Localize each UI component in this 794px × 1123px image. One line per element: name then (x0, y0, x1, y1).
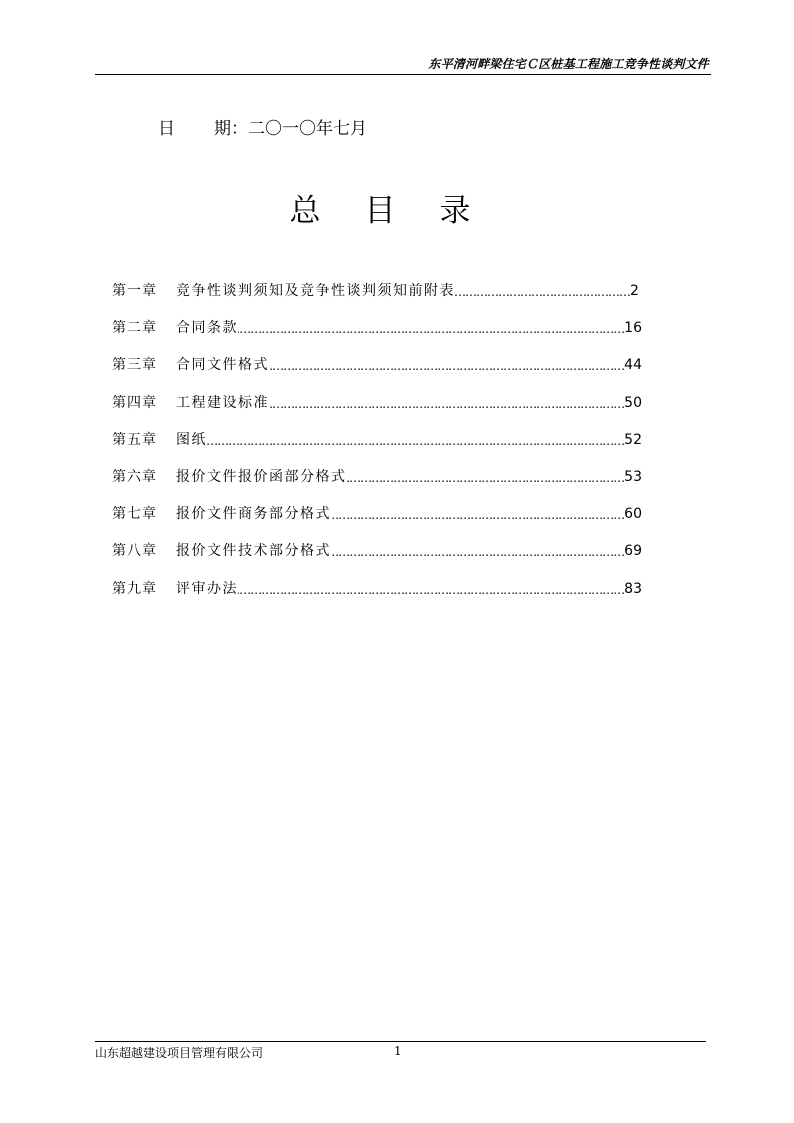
toc-row-chapter-3[interactable] (112, 354, 642, 391)
toc-dot-leader (347, 466, 625, 488)
footer-page-number: 1 (394, 1044, 402, 1058)
toc-page-number: 53 (624, 468, 642, 485)
toc-chapter-name: 图纸 (176, 431, 207, 448)
toc-dot-leader (455, 280, 630, 302)
toc-row-chapter-7[interactable] (112, 503, 642, 540)
toc-page-number: 16 (624, 320, 642, 337)
toc-chapter-name: 工程建设标准 (176, 394, 269, 411)
toc-chapter-label: 第五章 (112, 431, 157, 448)
date-value: 二〇一〇年七月 (248, 119, 367, 139)
toc-page-number: 52 (624, 431, 642, 448)
toc-dot-leader (269, 354, 624, 376)
toc-page-number: 69 (624, 543, 642, 560)
toc-chapter-label: 第二章 (112, 320, 157, 337)
toc-page-number: 60 (624, 506, 642, 523)
table-of-contents (112, 280, 642, 615)
page-header (95, 52, 711, 75)
toc-page-number: 2 (630, 283, 639, 299)
toc-chapter-label: 第六章 (112, 468, 157, 485)
date-label-part-1: 日 (158, 119, 175, 139)
toc-chapter-label: 第七章 (112, 506, 157, 523)
toc-row-chapter-6[interactable] (112, 466, 642, 503)
toc-chapter-label: 第四章 (112, 394, 157, 411)
toc-row-chapter-8[interactable] (112, 540, 642, 577)
toc-row-chapter-9[interactable] (112, 578, 642, 615)
toc-dot-leader (269, 392, 624, 414)
toc-chapter-name: 报价文件报价函部分格式 (176, 468, 347, 485)
toc-row-chapter-4[interactable] (112, 392, 642, 429)
toc-dot-leader (207, 429, 624, 451)
page-footer (95, 1041, 706, 1062)
toc-chapter-label: 第一章 (112, 283, 157, 299)
toc-chapter-label: 第八章 (112, 543, 157, 560)
toc-chapter-name: 报价文件技术部分格式 (176, 543, 331, 560)
toc-chapter-label: 第九章 (112, 580, 157, 597)
header-title: 东平清河畔梁住宅Ｃ区桩基工程施工竞争性谈判文件 (428, 57, 709, 71)
toc-chapter-name: 竞争性谈判须知及竞争性谈判须知前附表 (176, 283, 455, 299)
date-line (158, 114, 367, 139)
toc-dot-leader (331, 503, 624, 525)
toc-page-number: 83 (624, 580, 642, 597)
toc-page-number: 50 (624, 394, 642, 411)
toc-chapter-name: 评审办法 (176, 580, 238, 597)
toc-dot-leader (331, 540, 624, 562)
toc-chapter-name: 报价文件商务部分格式 (176, 506, 331, 523)
toc-chapter-name: 合同条款 (176, 320, 238, 337)
toc-row-chapter-2[interactable] (112, 317, 642, 354)
toc-dot-leader (238, 578, 624, 600)
footer-company-name: 山东超越建设项目管理有限公司 (95, 1046, 264, 1060)
date-label-part-2: 期： (214, 119, 248, 139)
toc-chapter-name: 合同文件格式 (176, 357, 269, 374)
toc-row-chapter-5[interactable] (112, 429, 642, 466)
toc-page-number: 44 (624, 357, 642, 374)
toc-dot-leader (238, 317, 624, 339)
toc-title: 总目录 (289, 193, 515, 229)
toc-chapter-label: 第三章 (112, 357, 157, 374)
toc-row-chapter-1[interactable] (112, 280, 642, 317)
